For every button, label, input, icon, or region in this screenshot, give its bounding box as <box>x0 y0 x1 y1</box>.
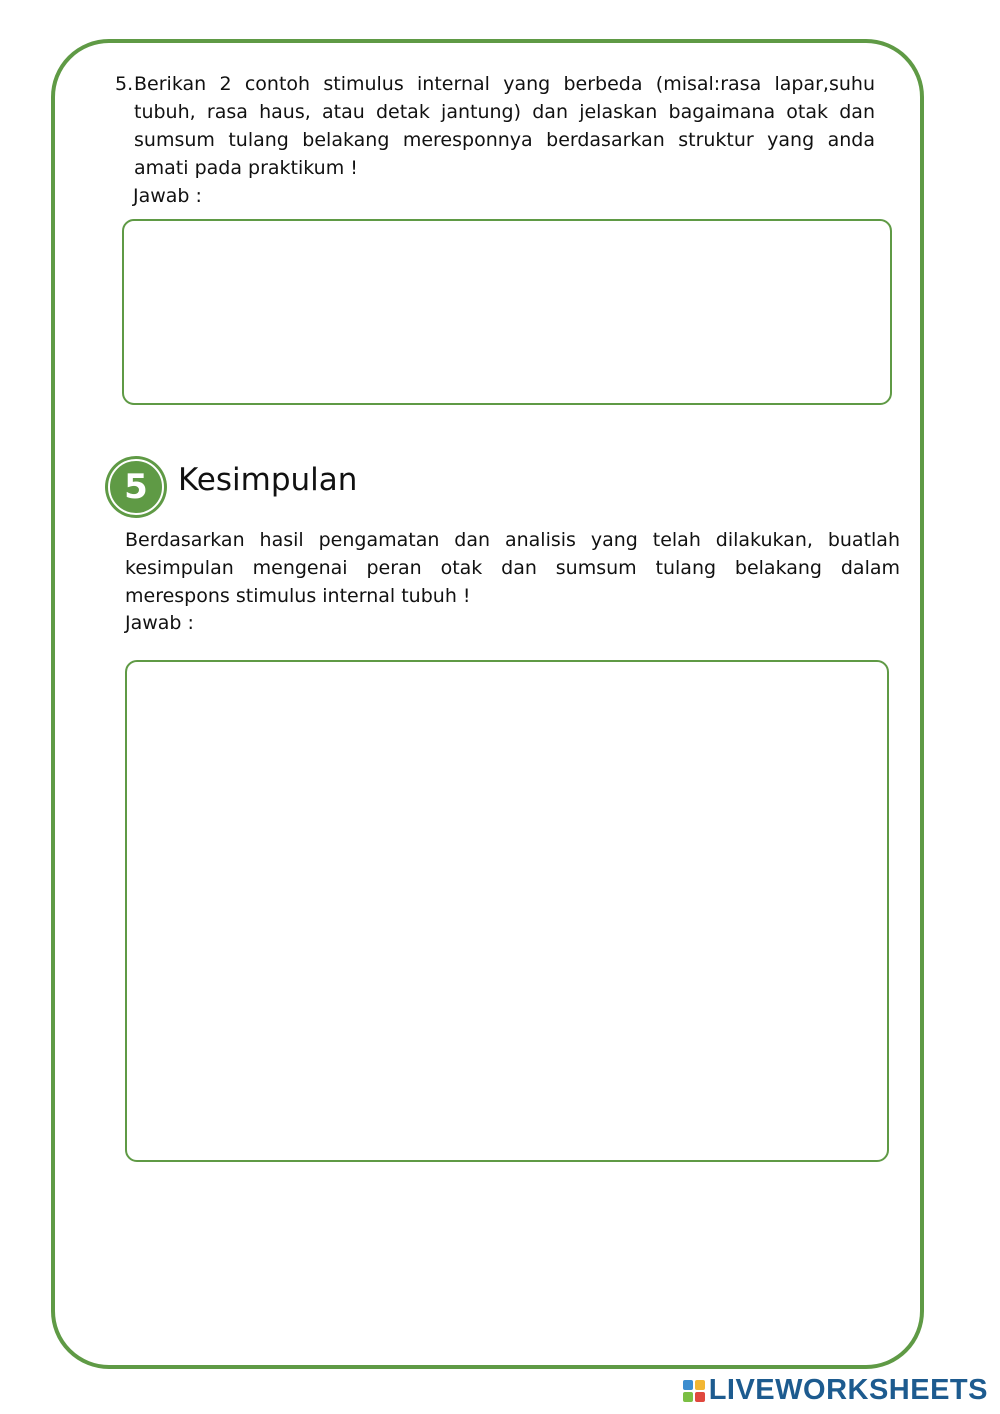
section-number-badge <box>105 456 167 518</box>
question-number: 5. <box>115 73 134 95</box>
conclusion-answer-label: Jawab : <box>125 612 194 634</box>
conclusion-answer-box[interactable] <box>125 660 889 1162</box>
liveworksheets-logo <box>683 1374 988 1407</box>
question-answer-label: Jawab : <box>133 185 202 207</box>
question-answer-box[interactable] <box>122 219 892 405</box>
question-5 <box>115 70 875 182</box>
liveworksheets-logo-icon <box>683 1380 705 1402</box>
conclusion-instruction: Berdasarkan hasil pengamatan dan analisis yang telah dilakukan, buatlah kesimpulan mengenai peran otak dan sumsum tulang belakang dalam merespons stimulus internal tubuh ! <box>125 529 900 607</box>
section-number: 5 <box>124 467 148 507</box>
section-title: Kesimpulan <box>178 462 358 498</box>
logo-text: LIVEWORKSHEETS <box>708 1374 988 1406</box>
question-text: Berikan 2 contoh stimulus internal yang berbeda (misal:rasa lapar,suhu tubuh, rasa haus, atau detak jantung) dan jelaskan bagaimana otak dan sumsum tulang belakang meresponnya berdasarkan struktur yang anda amati pada praktikum ! <box>134 73 875 179</box>
